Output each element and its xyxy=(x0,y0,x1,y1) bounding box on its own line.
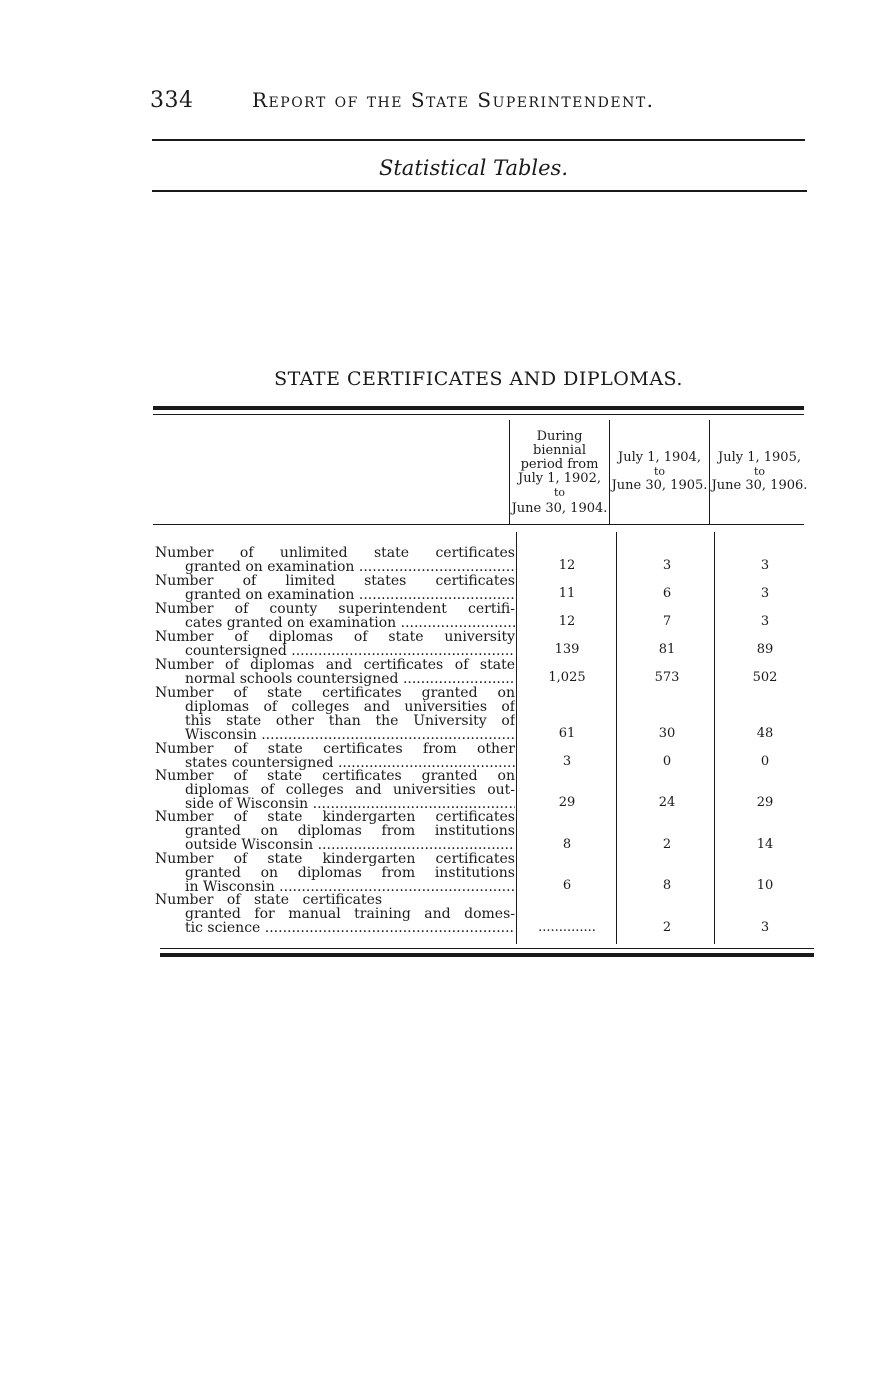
row-label-line: Number of state certificates granted on xyxy=(155,769,515,783)
page-number: 334 xyxy=(150,88,194,113)
table-cell: 2 xyxy=(662,920,672,935)
row-label-line: granted for manual training and domes- xyxy=(185,907,515,921)
column-header-1-line: During xyxy=(536,429,583,444)
row-label-line: outside Wisconsin ..... xyxy=(155,838,515,852)
row-label xyxy=(155,769,515,811)
row-label-line: Number of county superintendent certifi- xyxy=(155,602,515,616)
row-label xyxy=(155,630,515,658)
table-cell: 89 xyxy=(756,642,774,657)
table-cell: 6 xyxy=(562,878,572,893)
header-rule-bottom xyxy=(152,190,807,192)
row-label-line: Number of diplomas of state university xyxy=(155,630,515,644)
table-cell: 6 xyxy=(662,586,672,601)
table-cell: 29 xyxy=(756,795,774,810)
column-header-2-line: July 1, 1904, xyxy=(618,450,701,465)
table-cell: 7 xyxy=(662,614,672,629)
row-label-line: Number of state certificates xyxy=(155,893,383,907)
row-label xyxy=(155,742,515,770)
row-label-line: granted on diplomas from institutions xyxy=(185,866,515,880)
table-bottom-thick-rule xyxy=(160,953,814,957)
table-cell: 24 xyxy=(658,795,676,810)
column-header-1-line: July 1, 1902, xyxy=(518,471,601,486)
row-label-line: Number of state kindergarten certificates xyxy=(155,852,515,866)
column-header-1-line: to xyxy=(553,486,566,499)
header-rule-top xyxy=(152,139,805,141)
table-top-thick-rule xyxy=(153,406,804,410)
table-cell: 61 xyxy=(558,726,576,741)
table-cell: 12 xyxy=(558,558,576,573)
table-bottom-thin-rule xyxy=(160,948,814,949)
row-label-line: side of Wisconsin ..... xyxy=(155,797,515,811)
row-label-line: countersigned ..... xyxy=(155,644,515,658)
table-cell: 3 xyxy=(662,558,672,573)
column-header-2-line: June 30, 1905. xyxy=(611,478,708,493)
column-header-1-line: June 30, 1904. xyxy=(511,501,608,516)
running-title: Report of the State Superintendent. xyxy=(252,88,655,112)
column-header-1 xyxy=(510,430,609,516)
table-cell: 573 xyxy=(654,670,680,685)
table-cell: 29 xyxy=(558,795,576,810)
row-label-line: granted on diplomas from institutions xyxy=(185,824,515,838)
row-label xyxy=(155,686,515,742)
row-label xyxy=(155,810,515,852)
row-label-line: normal schools countersigned ..... xyxy=(155,672,515,686)
body-divider-3 xyxy=(714,532,715,944)
section-title: Statistical Tables. xyxy=(378,156,569,180)
row-label-line: Number of state certificates from other xyxy=(155,742,515,756)
table-cell: 2 xyxy=(662,837,672,852)
row-label-line: Number of diplomas and certificates of state xyxy=(155,658,515,672)
table-cell: 8 xyxy=(662,878,672,893)
table-cell: 502 xyxy=(752,670,778,685)
column-header-2-line: to xyxy=(653,465,666,478)
table-cell: 3 xyxy=(760,920,770,935)
row-label-line: Number of state kindergarten certificates xyxy=(155,810,515,824)
table-cell: 1,025 xyxy=(548,670,586,685)
row-label-line: this state other than the University of xyxy=(185,714,515,728)
column-header-1-line: biennial xyxy=(533,443,586,458)
row-label-line: diplomas of colleges and universities of xyxy=(185,700,515,714)
table-cell: 139 xyxy=(554,642,580,657)
table-cell: 30 xyxy=(658,726,676,741)
table-cell: 81 xyxy=(658,642,676,657)
row-label-line: granted on examination ..... xyxy=(155,588,515,602)
table-cell: 3 xyxy=(760,558,770,573)
table-cell: 14 xyxy=(756,837,774,852)
table-cell: 0 xyxy=(662,754,672,769)
table-header-rule xyxy=(153,524,804,525)
table-cell: 0 xyxy=(760,754,770,769)
row-label-line: Wisconsin ..... xyxy=(155,728,515,742)
body-divider-1 xyxy=(516,532,517,944)
column-header-3-line: June 30, 1906. xyxy=(711,478,808,493)
column-header-3-line: to xyxy=(753,465,766,478)
row-label xyxy=(155,852,515,894)
table-cell: 3 xyxy=(562,754,572,769)
row-label-line: tic science ..... xyxy=(155,921,515,935)
row-label-line: cates granted on examination ..... xyxy=(155,616,515,630)
row-label-line: Number of state certificates granted on xyxy=(155,686,515,700)
table-cell: .............. xyxy=(538,920,596,935)
column-header-1-line: period from xyxy=(520,457,599,472)
body-divider-2 xyxy=(616,532,617,944)
row-label xyxy=(155,602,515,630)
row-label xyxy=(155,546,515,574)
table-cell: 3 xyxy=(760,586,770,601)
row-label xyxy=(155,574,515,602)
column-header-3-line: July 1, 1905, xyxy=(718,450,801,465)
table-cell: 11 xyxy=(558,586,576,601)
row-label-line: diplomas of colleges and universities out- xyxy=(185,783,515,797)
table-cell: 10 xyxy=(756,878,774,893)
row-label-line: Number of limited states certificates xyxy=(155,574,515,588)
table-cell: 3 xyxy=(760,614,770,629)
column-header-2 xyxy=(610,451,709,493)
row-label-line: granted on examination ..... xyxy=(155,560,515,574)
row-label-line: states countersigned ..... xyxy=(155,756,515,770)
table-cell: 12 xyxy=(558,614,576,629)
table-top-thin-rule xyxy=(153,414,804,415)
row-label-line: Number of unlimited state certificates xyxy=(155,546,515,560)
row-label xyxy=(155,658,515,686)
row-label xyxy=(155,893,515,935)
table-cell: 48 xyxy=(756,726,774,741)
column-header-3 xyxy=(710,451,809,493)
table-title: STATE CERTIFICATES AND DIPLOMAS. xyxy=(274,368,683,390)
row-label-line: in Wisconsin ..... xyxy=(155,880,515,894)
table-cell: 8 xyxy=(562,837,572,852)
